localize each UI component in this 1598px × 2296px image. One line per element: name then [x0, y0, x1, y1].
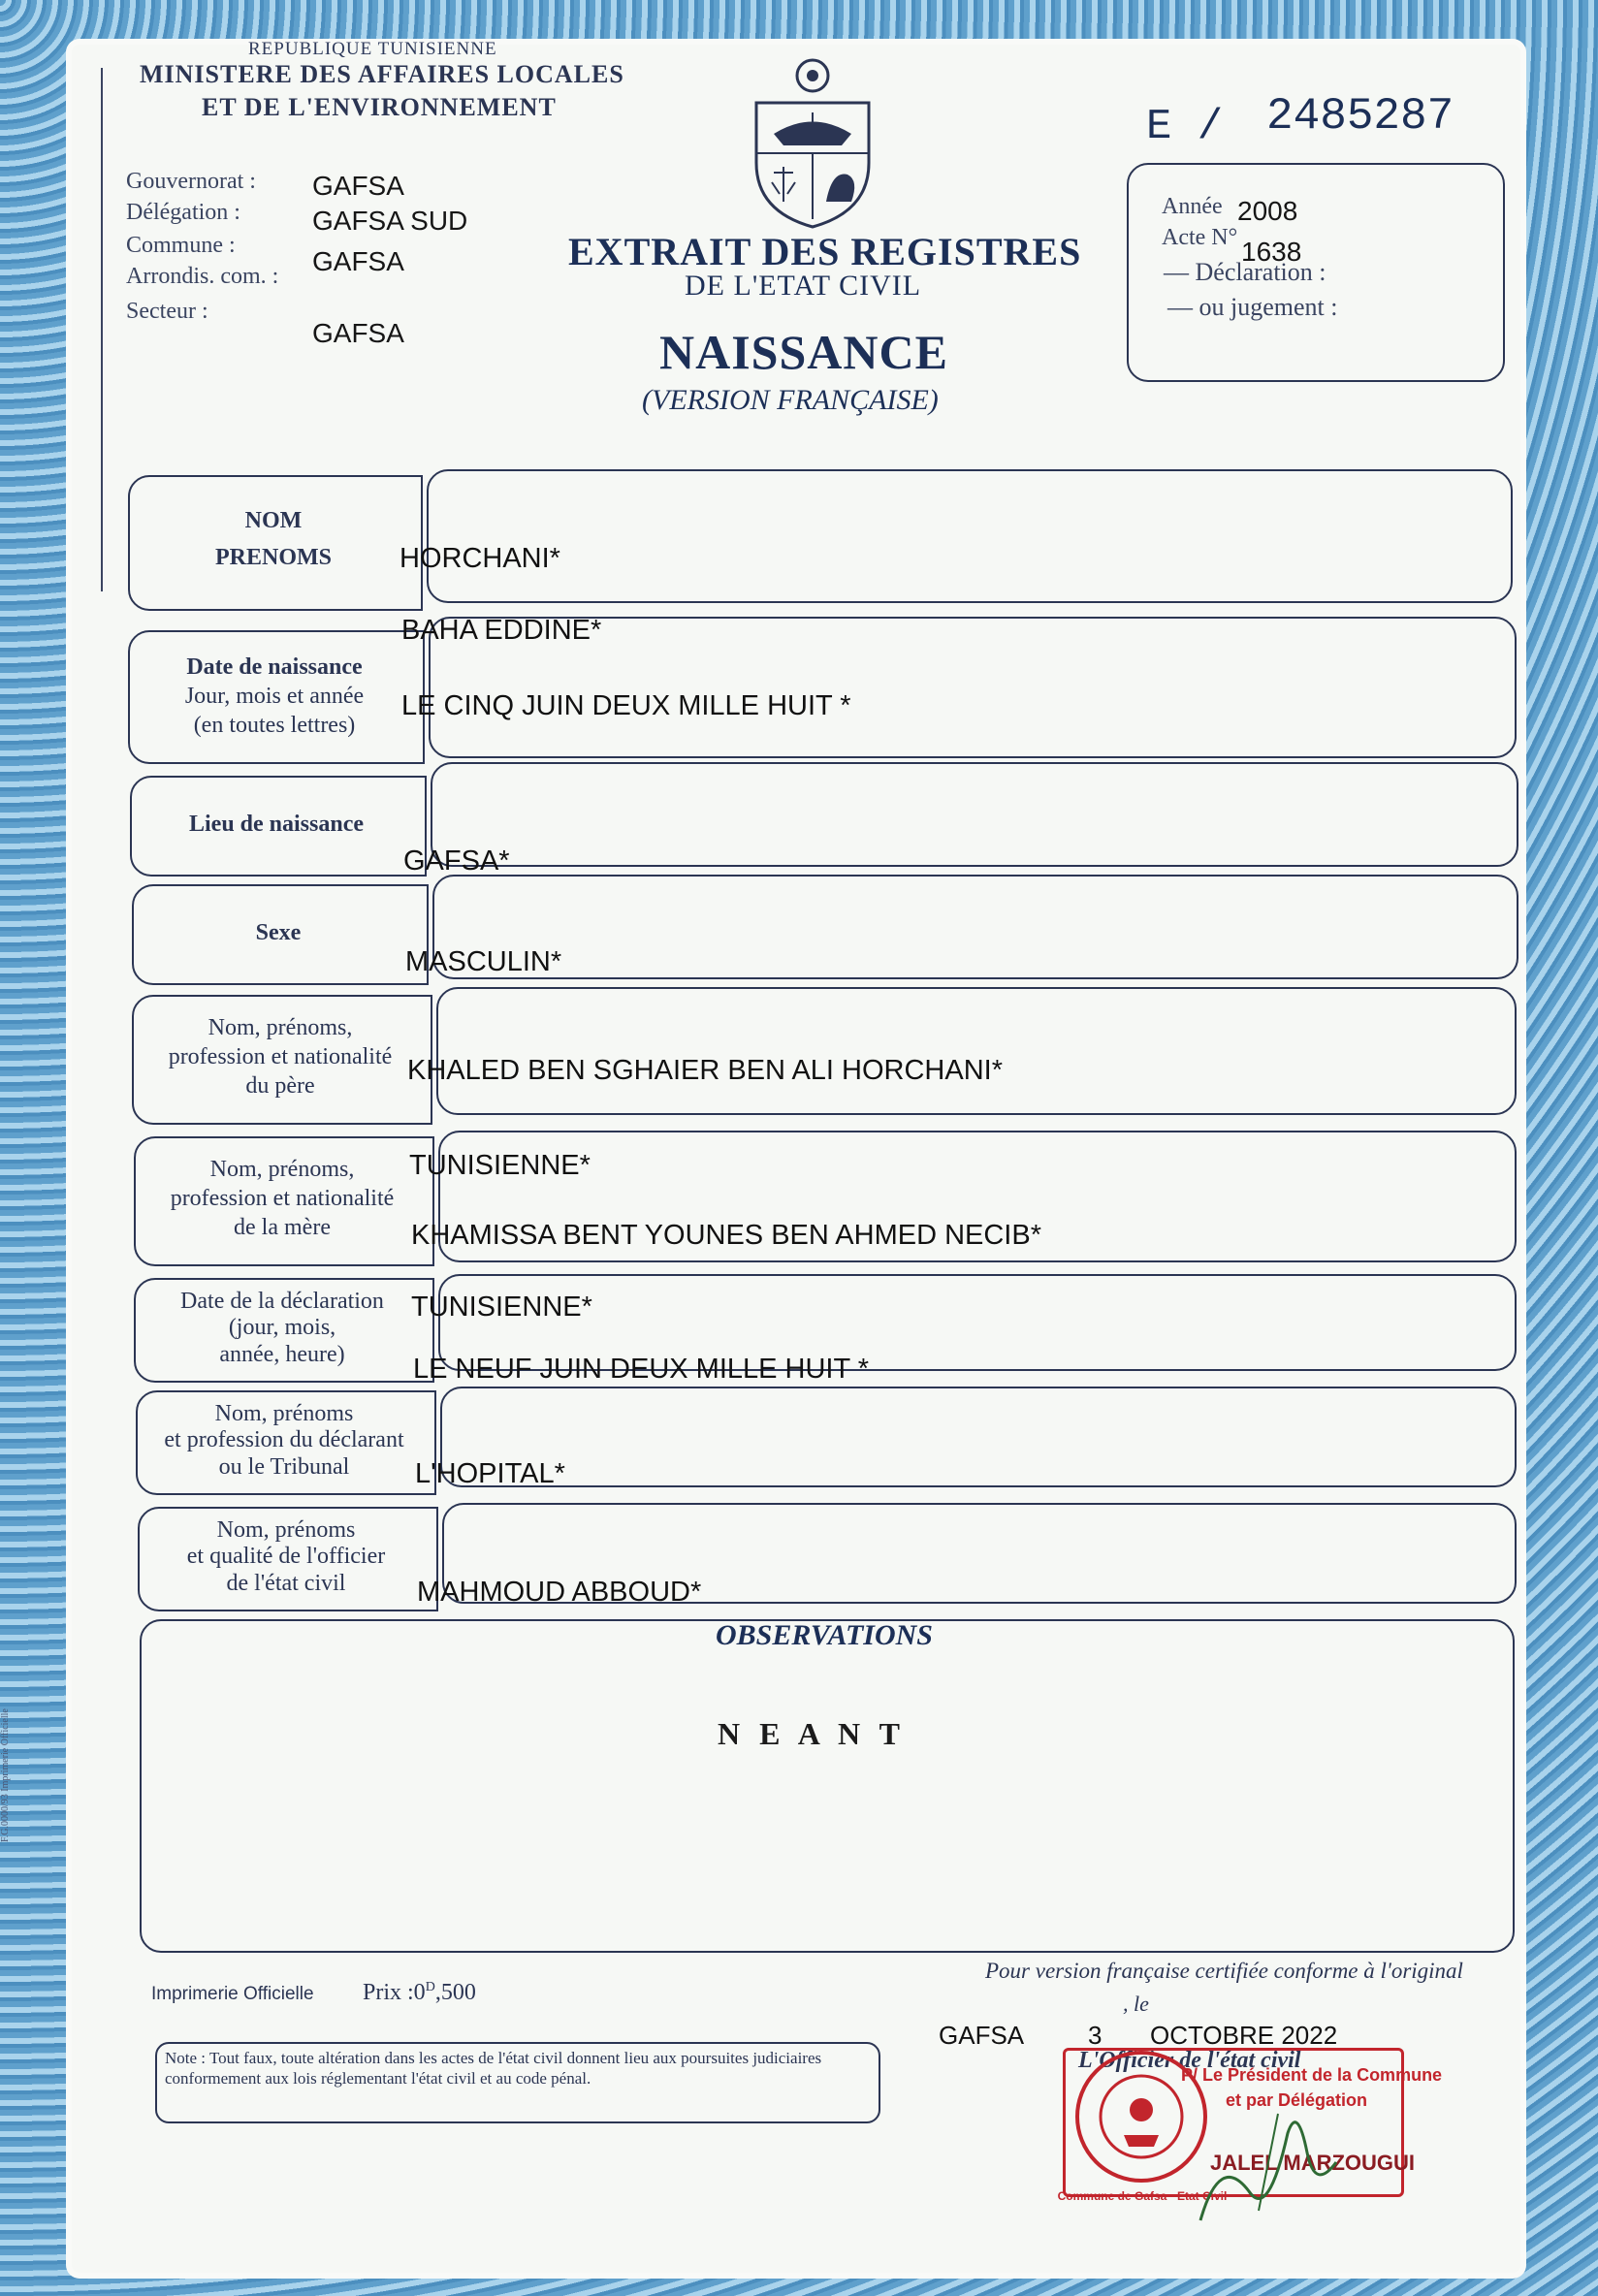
- prix-text: Prix $:0^D,500$: [363, 1980, 476, 2005]
- row-declarant-value-box: [440, 1387, 1517, 1487]
- pere-label: Nom, prénoms, profession et nationalité du père: [168, 1015, 393, 1099]
- nom-label: NOM: [244, 508, 303, 533]
- value-sexe: MASCULIN*: [405, 946, 562, 977]
- declaration-label: — Déclaration :: [1164, 258, 1326, 286]
- note-text: Note : Tout faux, toute altération dans les actes de l'état civil donnent lieu aux poursuites judiciaires conformement aux lois réglementant l'état civil et au code pénal.: [165, 2049, 822, 2089]
- signature-mark: [1191, 2094, 1346, 2230]
- value-prenoms: BAHA EDDINE*: [401, 615, 602, 646]
- observations-title: OBSERVATIONS: [716, 1619, 933, 1651]
- title-version: (VERSION FRANÇAISE): [642, 384, 939, 416]
- row-sexe-value-box: [432, 875, 1518, 979]
- officier-title: L'Officier de l'état civil: [1078, 2048, 1301, 2073]
- value-declarant: L'HOPITAL*: [415, 1458, 565, 1489]
- stamp-signatory: JALEL MARZOUGUI: [1210, 2151, 1416, 2175]
- delegation-value: GAFSA SUD: [312, 206, 468, 236]
- title-line2: DE L'ETAT CIVIL: [685, 270, 922, 302]
- date-label: Date de naissance Jour, mois et année (en toutes lettres): [184, 654, 365, 738]
- lieu-label: Lieu de naissance: [188, 812, 365, 837]
- republique-text: REPUBLIQUE TUNISIENNE: [248, 39, 497, 59]
- delegation-label: Délégation :: [126, 200, 240, 225]
- serial-number: 2485287: [1266, 91, 1454, 142]
- observations-value: N E A N T: [718, 1716, 906, 1751]
- gouvernorat-value: GAFSA: [312, 171, 404, 201]
- value-lieu: GAFSA*: [403, 845, 510, 877]
- stamp-line2: et par Délégation: [1226, 2090, 1368, 2110]
- secteur-value: GAFSA: [312, 318, 404, 348]
- value-date-naissance: LE CINQ JUIN DEUX MILLE HUIT *: [401, 690, 851, 721]
- prenoms-label: PRENOMS: [215, 545, 332, 570]
- annee-label: Année: [1162, 194, 1223, 219]
- serial-prefix: E /: [1146, 103, 1224, 151]
- stamp-line1: P/ Le Président de la Commune: [1181, 2065, 1443, 2085]
- sexe-label: Sexe: [255, 920, 302, 945]
- commune-label: Commune :: [126, 233, 236, 258]
- side-print-code: F.G.0000/93 Imprimerie Officielle: [0, 1708, 11, 1842]
- observations-box: [140, 1619, 1515, 1953]
- secteur-label: Secteur :: [126, 299, 208, 324]
- row-nom-value-box: [427, 469, 1513, 603]
- lieu-signature: GAFSA: [939, 2021, 1025, 2050]
- acte-label: Acte N°: [1162, 225, 1238, 250]
- value-pere-nationalite: TUNISIENNE*: [409, 1150, 591, 1181]
- acte-value: 1638: [1241, 237, 1302, 267]
- value-nom: HORCHANI*: [400, 543, 560, 574]
- margin-line: [101, 68, 103, 591]
- declarant-label: Nom, prénoms et profession du déclarant ou le Tribunal: [164, 1400, 404, 1480]
- mois-annee-signature: OCTOBRE 2022: [1150, 2021, 1338, 2050]
- certificate-paper: [0, 39, 1526, 2279]
- imprimerie-text: Imprimerie Officielle: [151, 1984, 314, 2004]
- value-officier: MAHMOUD ABBOUD*: [417, 1577, 702, 1608]
- mere-label: Nom, prénoms, profession et nationalité de la mère: [170, 1157, 395, 1240]
- row-pere-value-box: [436, 987, 1517, 1115]
- value-mere: KHAMISSA BENT YOUNES BEN AHMED NECIB*: [411, 1220, 1041, 1251]
- officier-label: Nom, prénoms et qualité de l'officier de l'état civil: [186, 1516, 386, 1596]
- certifie-text: Pour version française certifiée conforme à l'original: [985, 1959, 1463, 1983]
- jour-signature: 3: [1088, 2021, 1103, 2050]
- le-text: , le: [1123, 1992, 1149, 2016]
- arrondis-label: Arrondis. com. :: [126, 264, 279, 289]
- ministere-line1: MINISTERE DES AFFAIRES LOCALES: [140, 60, 624, 88]
- gouvernorat-label: Gouvernorat :: [126, 169, 256, 194]
- value-mere-nationalite: TUNISIENNE*: [411, 1292, 592, 1323]
- commune-value: GAFSA: [312, 246, 404, 276]
- jugement-label: — ou jugement :: [1167, 293, 1338, 321]
- annee-value: 2008: [1237, 196, 1298, 226]
- value-pere: KHALED BEN SGHAIER BEN ALI HORCHANI*: [407, 1055, 1003, 1086]
- coat-of-arms-icon: [745, 56, 880, 231]
- ministere-line2: ET DE L'ENVIRONNEMENT: [202, 93, 557, 121]
- title-line1: EXTRAIT DES REGISTRES: [568, 230, 1082, 273]
- row-lieu-value-box: [431, 762, 1518, 867]
- title-naissance: NAISSANCE: [659, 325, 948, 379]
- decl-label: Date de la déclaration (jour, mois, année, heure): [180, 1288, 384, 1367]
- value-date-declaration: LE NEUF JUIN DEUX MILLE HUIT *: [413, 1354, 870, 1385]
- seal-ring-text: Commune de Gafsa · Etat Civil: [1057, 2189, 1228, 2203]
